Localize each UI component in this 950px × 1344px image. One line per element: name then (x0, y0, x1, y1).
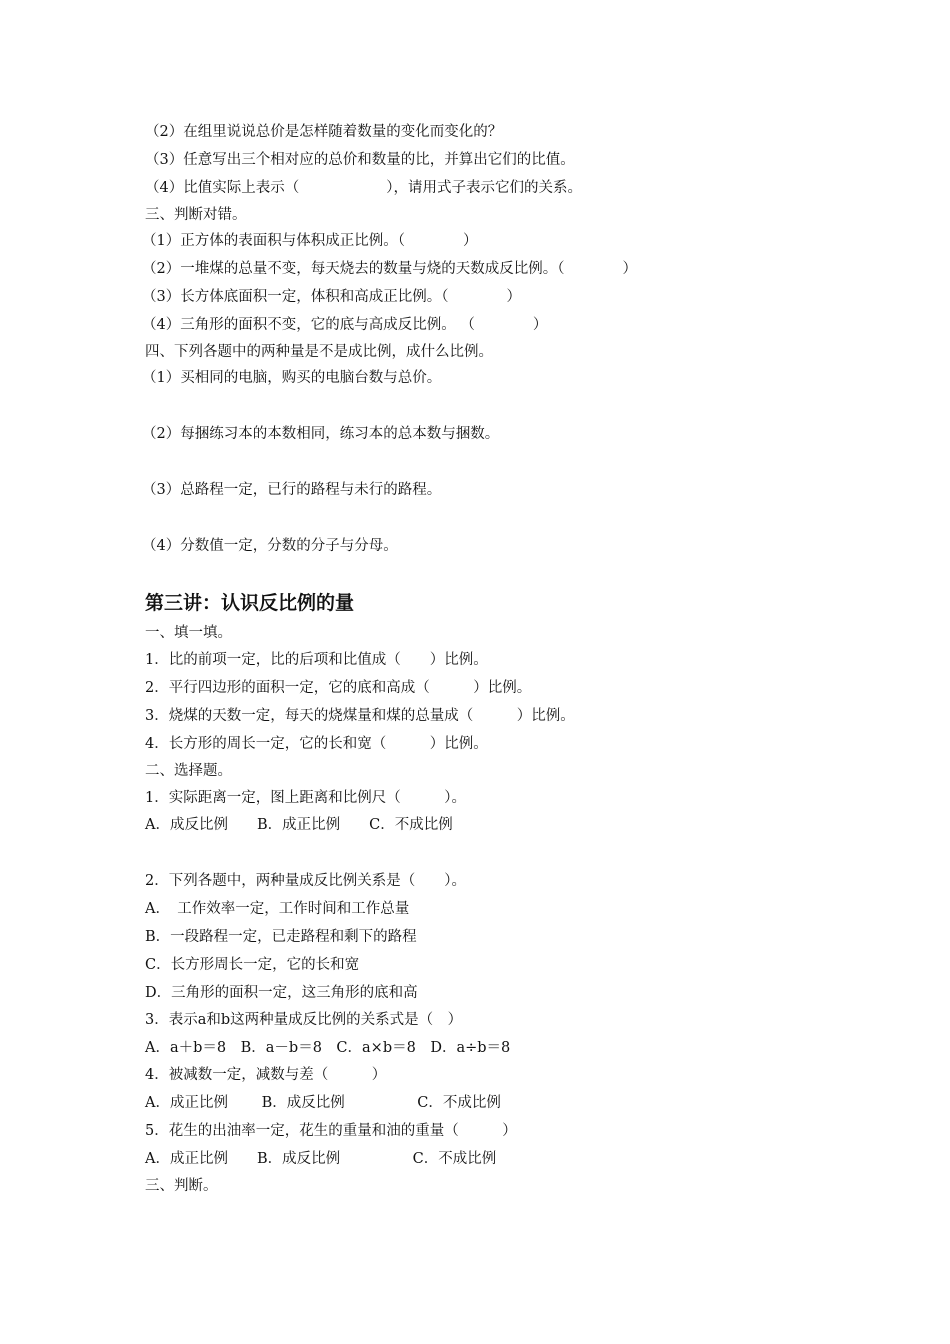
section4-item: （2）每捆练习本的本数相同，练习本的总本数与捆数。 (142, 426, 500, 442)
judge-section-title: 三、判断对错。 (145, 207, 247, 223)
choice-question-1-options: A．成反比例 B．成正比例 C．不成比例 (145, 817, 453, 833)
choice-question-4: 4．被减数一定，减数与差（ ） (145, 1067, 387, 1083)
part1-question-2: （2）在组里说说总价是怎样随着数量的变化而变化的？ (145, 124, 503, 140)
lecture3-judge-title: 三、判断。 (145, 1178, 218, 1194)
part1-question-3: （3）任意写出三个相对应的总价和数量的比，并算出它们的比值。 (145, 152, 575, 168)
fill-item: 1．比的前项一定，比的后项和比值成（ ）比例。 (145, 652, 488, 668)
choice-question-5-options: A．成正比例 B．成反比例 C．不成比例 (145, 1151, 497, 1167)
section4-item: （4）分数值一定，分数的分子与分母。 (142, 538, 398, 554)
judge-item: （1）正方体的表面积与体积成正比例。（ ） (142, 233, 478, 249)
choice-question-5: 5．花生的出油率一定，花生的重量和油的重量（ ） (145, 1123, 517, 1139)
fill-item: 3．烧煤的天数一定，每天的烧煤量和煤的总量成（ ）比例。 (145, 708, 575, 724)
choice-question-2-option: D．三角形的面积一定，这三角形的底和高 (145, 985, 418, 1001)
judge-item: （3）长方体底面积一定，体积和高成正比例。（ ） (142, 289, 521, 305)
section4-title: 四、下列各题中的两种量是不是成比例，成什么比例。 (145, 344, 493, 360)
lecture3-heading: 第三讲：认识反比例的量 (145, 592, 355, 614)
section4-item: （1）买相同的电脑，购买的电脑台数与总价。 (142, 370, 442, 386)
choice-question-2: 2．下列各题中，两种量成反比例关系是（ ）。 (145, 873, 466, 889)
part1-question-4: （4）比值实际上表示（ ），请用式子表示它们的关系。 (145, 180, 582, 196)
choice-question-3: 3．表示a和b这两种量成反比例的关系式是（ ） (145, 1012, 463, 1028)
choice-section-title: 二、选择题。 (145, 763, 232, 779)
choice-question-2-option: C．长方形周长一定，它的长和宽 (145, 957, 360, 973)
choice-question-4-options: A．成正比例 B．成反比例 C．不成比例 (145, 1095, 501, 1111)
judge-item: （2）一堆煤的总量不变，每天烧去的数量与烧的天数成反比例。（ ） (142, 261, 637, 277)
choice-question-2-option: A． 工作效率一定，工作时间和工作总量 (145, 901, 410, 917)
choice-question-2-option: B．一段路程一定，已走路程和剩下的路程 (145, 929, 417, 945)
fill-item: 2．平行四边形的面积一定，它的底和高成（ ）比例。 (145, 680, 532, 696)
choice-question-3-options: A．a＋b＝8 B．a－b＝8 C．a×b＝8 D．a÷b＝8 (145, 1040, 511, 1056)
section4-item: （3）总路程一定，已行的路程与未行的路程。 (142, 482, 442, 498)
judge-item: （4）三角形的面积不变，它的底与高成反比例。 （ ） (142, 317, 548, 333)
fill-item: 4．长方形的周长一定，它的长和宽（ ）比例。 (145, 736, 488, 752)
fill-section-title: 一、填一填。 (145, 625, 232, 641)
choice-question-1: 1．实际距离一定，图上距离和比例尺（ ）。 (145, 790, 466, 806)
